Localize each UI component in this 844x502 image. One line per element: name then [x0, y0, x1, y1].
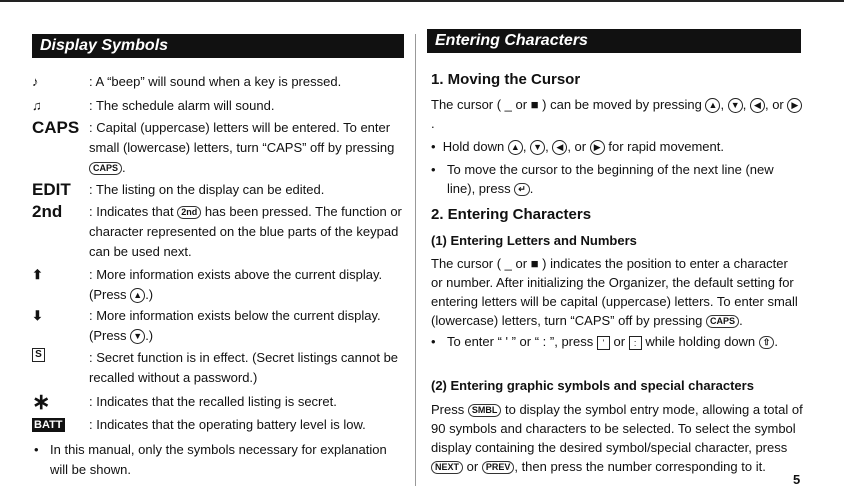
- left-key-icon: ◀: [552, 140, 567, 155]
- subsection-graphic-symbols: (2) Entering graphic symbols and special characters: [431, 378, 754, 393]
- down-key-icon: ▼: [530, 140, 545, 155]
- letters-paragraph: The cursor ( _ or ■ ) indicates the position to enter a character or number. After initializing the Organizer, the default setting for entering letters will be capital (uppercase) letters. To enter small (lowercase) letters, turn “CAPS” off by pressing CAPS .: [431, 256, 798, 328]
- symbol-key-icon: SMBL: [468, 404, 502, 417]
- right-key-icon: ▶: [590, 140, 605, 155]
- second-indicator: 2nd: [32, 202, 63, 221]
- apostrophe-key-icon: ': [597, 336, 610, 350]
- symbol-description: : Secret function is in effect. (Secret listings cannot be recalled without a password.): [89, 350, 399, 385]
- symbol-row-edit: [32, 180, 404, 200]
- symbol-row-beep: [32, 72, 404, 92]
- left-key-icon: ◀: [750, 98, 765, 113]
- symbol-row-down-arrow: [32, 306, 404, 346]
- right-key-icon: ▶: [787, 98, 802, 113]
- caps-key-icon: CAPS: [706, 315, 739, 328]
- symbol-description: : The listing on the display can be edited.: [89, 182, 325, 197]
- down-arrow-icon: ⬇: [32, 308, 43, 323]
- symbol-description: : Capital (uppercase) letters will be entered. To enter small (lowercase) letters, turn “CAPS” off by pressing CAPS .: [89, 120, 395, 175]
- edit-indicator: EDIT: [32, 180, 71, 199]
- cursor-bullet-newline: • To move the cursor to the beginning of the next line (new line), press ↵ .: [431, 162, 774, 196]
- symbol-row-up-arrow: [32, 265, 404, 305]
- subsection-letters-numbers: (1) Entering Letters and Numbers: [431, 233, 637, 248]
- letters-bullet: • To enter “ ' ” or “ : ”, press ' or : while holding down ⇧ .: [431, 334, 778, 349]
- symbol-row-2nd: [32, 202, 404, 262]
- bullet: •: [431, 162, 436, 177]
- bullet: •: [431, 139, 436, 154]
- shift-key-icon: ⇧: [759, 336, 775, 349]
- symbol-row-alarm: [32, 96, 404, 116]
- note-text: In this manual, only the symbols necessary for explanation will be shown.: [50, 442, 387, 477]
- symbol-row-secret: [32, 348, 404, 388]
- caps-key-icon: CAPS: [89, 162, 122, 175]
- bullet: •: [34, 442, 39, 457]
- symbol-description: : A “beep” will sound when a key is pressed.: [89, 74, 342, 89]
- display-symbols-heading: Display Symbols: [32, 34, 404, 58]
- symbol-row-battery: [32, 415, 404, 435]
- symbol-description: : More information exists below the current display. (Press ▼ .): [89, 308, 381, 343]
- secret-icon: S: [32, 348, 45, 362]
- up-key-icon: ▲: [508, 140, 523, 155]
- symbols-paragraph: Press SMBL to display the symbol entry mode, allowing a total of 90 symbols and characters to be selected. To select the symbol display containing the desired symbol/special character, press NEXT or PREV , then press the number corresponding to it.: [431, 402, 803, 474]
- top-rule: [0, 0, 844, 2]
- section-entering-characters: 2. Entering Characters: [431, 206, 592, 223]
- battery-icon: BATT: [34, 419, 63, 431]
- cursor-bullet-hold: • Hold down ▲ , ▼ , ◀ , or ▶ for rapid movement.: [431, 139, 724, 154]
- colon-key-icon: :: [629, 336, 642, 350]
- up-arrow-icon: ⬆: [32, 267, 43, 282]
- down-key-icon: ▼: [130, 329, 145, 344]
- second-key-icon: 2nd: [177, 206, 201, 219]
- symbol-row-caps: [32, 118, 404, 178]
- symbol-description: : Indicates that the recalled listing is secret.: [89, 394, 337, 409]
- down-key-icon: ▼: [728, 98, 743, 113]
- cursor-paragraph: The cursor ( _ or ■ ) can be moved by pressing ▲ , ▼ , ◀ , or ▶.: [431, 95, 803, 135]
- symbol-note: [32, 440, 404, 480]
- enter-key-icon: ↵: [514, 183, 530, 196]
- symbol-description: : Indicates that the operating battery level is low.: [89, 417, 366, 432]
- column-divider: [415, 34, 416, 486]
- caps-indicator: CAPS: [32, 118, 80, 137]
- symbol-description: : More information exists above the current display. (Press ▲ .): [89, 267, 383, 302]
- alarm-icon: ♫: [32, 98, 42, 113]
- up-key-icon: ▲: [705, 98, 720, 113]
- page-number: 5: [793, 472, 801, 487]
- asterisk-icon: ∗: [32, 389, 51, 414]
- section-moving-cursor: 1. Moving the Cursor: [431, 71, 581, 88]
- next-key-icon: NEXT: [431, 461, 463, 474]
- beep-icon: ♪: [32, 74, 39, 89]
- symbol-description: : Indicates that 2nd has been pressed. The function or character represented on the blue parts of the keypad can be used next.: [89, 204, 402, 259]
- bullet: •: [431, 334, 436, 349]
- prev-key-icon: PREV: [482, 461, 515, 474]
- up-key-icon: ▲: [130, 288, 145, 303]
- symbol-description: : The schedule alarm will sound.: [89, 98, 275, 113]
- symbol-row-asterisk: [32, 389, 404, 414]
- entering-characters-heading: Entering Characters: [427, 29, 801, 53]
